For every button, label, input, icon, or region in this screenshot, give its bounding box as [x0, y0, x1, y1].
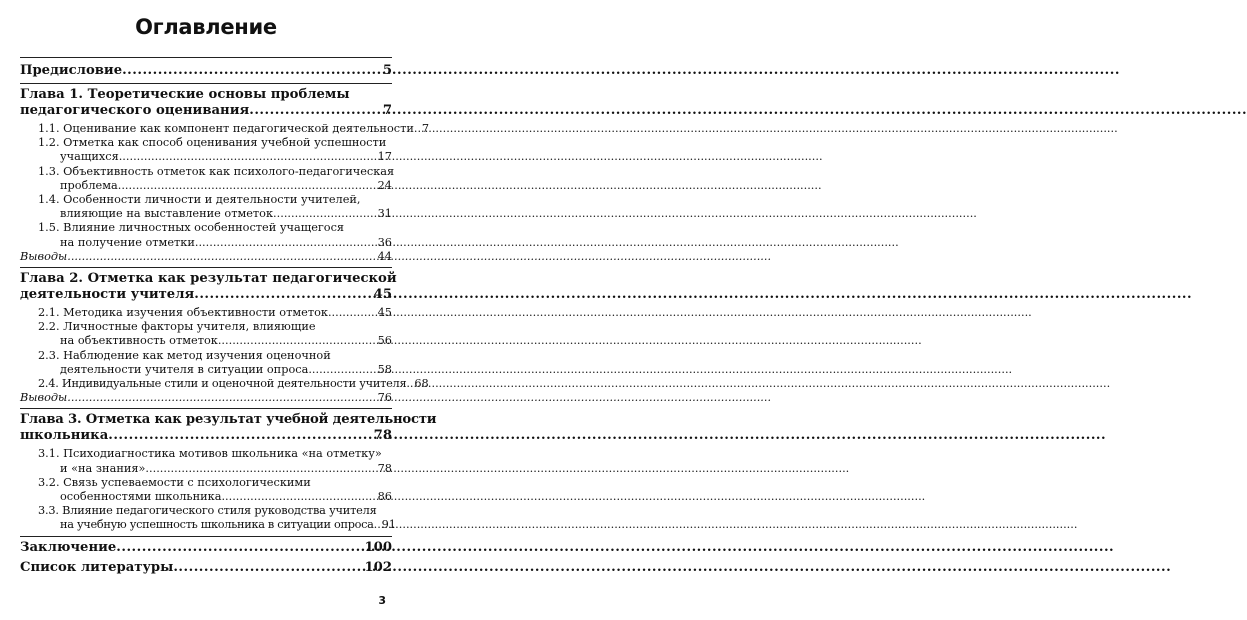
section-item[interactable]: [38, 221, 392, 249]
entry-page: 68: [414, 377, 429, 391]
section-label: 2.4. Индивидуальные стили и оценочной деятельности учителя: [38, 377, 407, 391]
dot-leader: [67, 391, 375, 405]
section-item[interactable]: [38, 136, 392, 164]
dot-leader: [173, 560, 362, 576]
entry-page: 44: [377, 249, 392, 263]
toc-entry-conclusion[interactable]: [20, 537, 392, 556]
chapter-heading[interactable]: [20, 87, 392, 119]
section-item[interactable]: [38, 164, 395, 193]
section-item[interactable]: [38, 320, 392, 348]
page-title: Оглавление: [135, 15, 277, 39]
entry-page: 76: [377, 391, 392, 405]
entry-page: 78: [373, 428, 392, 444]
dot-leader: [194, 287, 371, 303]
chapter-title-line: школьника: [20, 428, 109, 444]
dot-leader: [122, 63, 381, 79]
section-label: особенностями школьника: [60, 490, 222, 504]
section-label: 2.2. Личностные факторы учителя, влияющие: [38, 320, 316, 334]
section-label: 1.5. Влияние личностных особенностей учащегося: [38, 221, 345, 235]
conclusions-label: Выводы: [20, 391, 68, 405]
dot-leader: [116, 540, 362, 556]
section-item[interactable]: [38, 306, 392, 320]
toc-page: [20, 0, 437, 576]
section-label: на получение отметки: [60, 235, 195, 249]
section-list: [20, 447, 396, 532]
dot-leader: [249, 103, 381, 119]
section-label: 1.2. Отметка как способ оценивания учебной успешности: [38, 136, 387, 150]
section-item[interactable]: [38, 447, 392, 475]
dot-leader: [119, 150, 376, 164]
dot-leader: [118, 179, 376, 193]
dot-leader: [221, 490, 375, 504]
entry-page: 17: [377, 150, 392, 164]
section-label: на учебную успешность школьника в ситуации опроса: [60, 518, 374, 532]
chapter-1: [20, 84, 430, 267]
section-label: 1.1. Оценивание как компонент педагогической деятельности: [38, 122, 414, 135]
dot-leader: [308, 363, 375, 377]
chapter-heading[interactable]: [20, 412, 437, 444]
section-label: 3.3. Влияние педагогического стиля руководства учителя: [38, 504, 377, 518]
section-label: и «на знания»: [60, 461, 146, 475]
entry-page: 24: [377, 178, 392, 192]
entry-page: 91: [381, 518, 396, 532]
entry-label: Предисловие: [20, 63, 123, 78]
dot-leader: [218, 334, 376, 348]
toc-entry-bibliography[interactable]: [20, 556, 392, 576]
dot-leader: [145, 462, 375, 476]
entry-page: 58: [377, 362, 392, 376]
chapter-title-line: деятельности учителя: [20, 287, 195, 303]
entry-page: 78: [377, 461, 392, 475]
chapter-title-line: педагогического оценивания: [20, 103, 250, 118]
section-label: влияющие на выставление отметок: [60, 207, 274, 221]
section-label: 1.4. Особенности личности и деятельности учителей,: [38, 193, 361, 207]
section-label: 3.2. Связь успеваемости с психологическими: [38, 475, 311, 489]
section-label: учащихся: [60, 150, 119, 164]
entry-page: 36: [377, 235, 392, 249]
dot-leader: [328, 306, 376, 320]
section-label: 1.3. Объективность отметок как психолого-педагогическая: [38, 164, 395, 178]
section-label: 3.1. Психодиагностика мотивов школьника «на отметку»: [38, 447, 382, 461]
conclusions-entry[interactable]: [20, 391, 392, 405]
section-label: на объективность отметок: [60, 334, 218, 348]
entry-label: Заключение: [20, 539, 117, 555]
chapter-heading[interactable]: [20, 271, 397, 303]
section-label: проблема: [60, 178, 118, 192]
toc-entry-preface[interactable]: [20, 58, 392, 83]
entry-page: 7: [382, 103, 392, 118]
section-label: 2.1. Методика изучения объективности отметок: [38, 306, 328, 320]
entry-page: 102: [364, 559, 392, 575]
entry-page: 45: [377, 306, 392, 320]
dot-leader: [108, 428, 371, 444]
chapter-2: [20, 268, 429, 408]
section-item[interactable]: [38, 377, 429, 391]
entry-page: 86: [377, 490, 392, 504]
section-item[interactable]: [38, 349, 392, 377]
page-number: 3: [378, 594, 386, 607]
chapter-title-line: Глава 2. Отметка как результат педагогической: [20, 271, 397, 287]
section-label: деятельности учителя в ситуации опроса: [60, 362, 309, 376]
conclusions-label: Выводы: [20, 249, 68, 263]
entry-page: 100: [364, 539, 392, 555]
entry-page: 5: [382, 63, 392, 78]
entry-page: 56: [377, 334, 392, 348]
conclusions-entry[interactable]: [20, 250, 392, 264]
dot-leader: [67, 250, 375, 264]
entry-page: 45: [373, 287, 392, 303]
section-list: [20, 306, 429, 391]
section-item[interactable]: [38, 193, 392, 221]
section-item[interactable]: [38, 122, 430, 136]
entry-label: Список литературы: [20, 559, 174, 575]
section-label: 2.3. Наблюдение как метод изучения оценочной: [38, 348, 331, 362]
dot-leader: [195, 236, 376, 250]
chapter-3: [20, 409, 437, 535]
section-item[interactable]: [38, 504, 396, 532]
chapter-title-line: Глава 3. Отметка как результат учебной деятельности: [20, 412, 437, 428]
section-list: [20, 122, 430, 250]
chapter-title-line: Глава 1. Теоретические основы проблемы: [20, 87, 350, 102]
entry-page: 31: [377, 207, 392, 221]
section-item[interactable]: [38, 476, 392, 504]
entry-page: 7: [421, 122, 430, 135]
dot-leader: [273, 207, 376, 221]
